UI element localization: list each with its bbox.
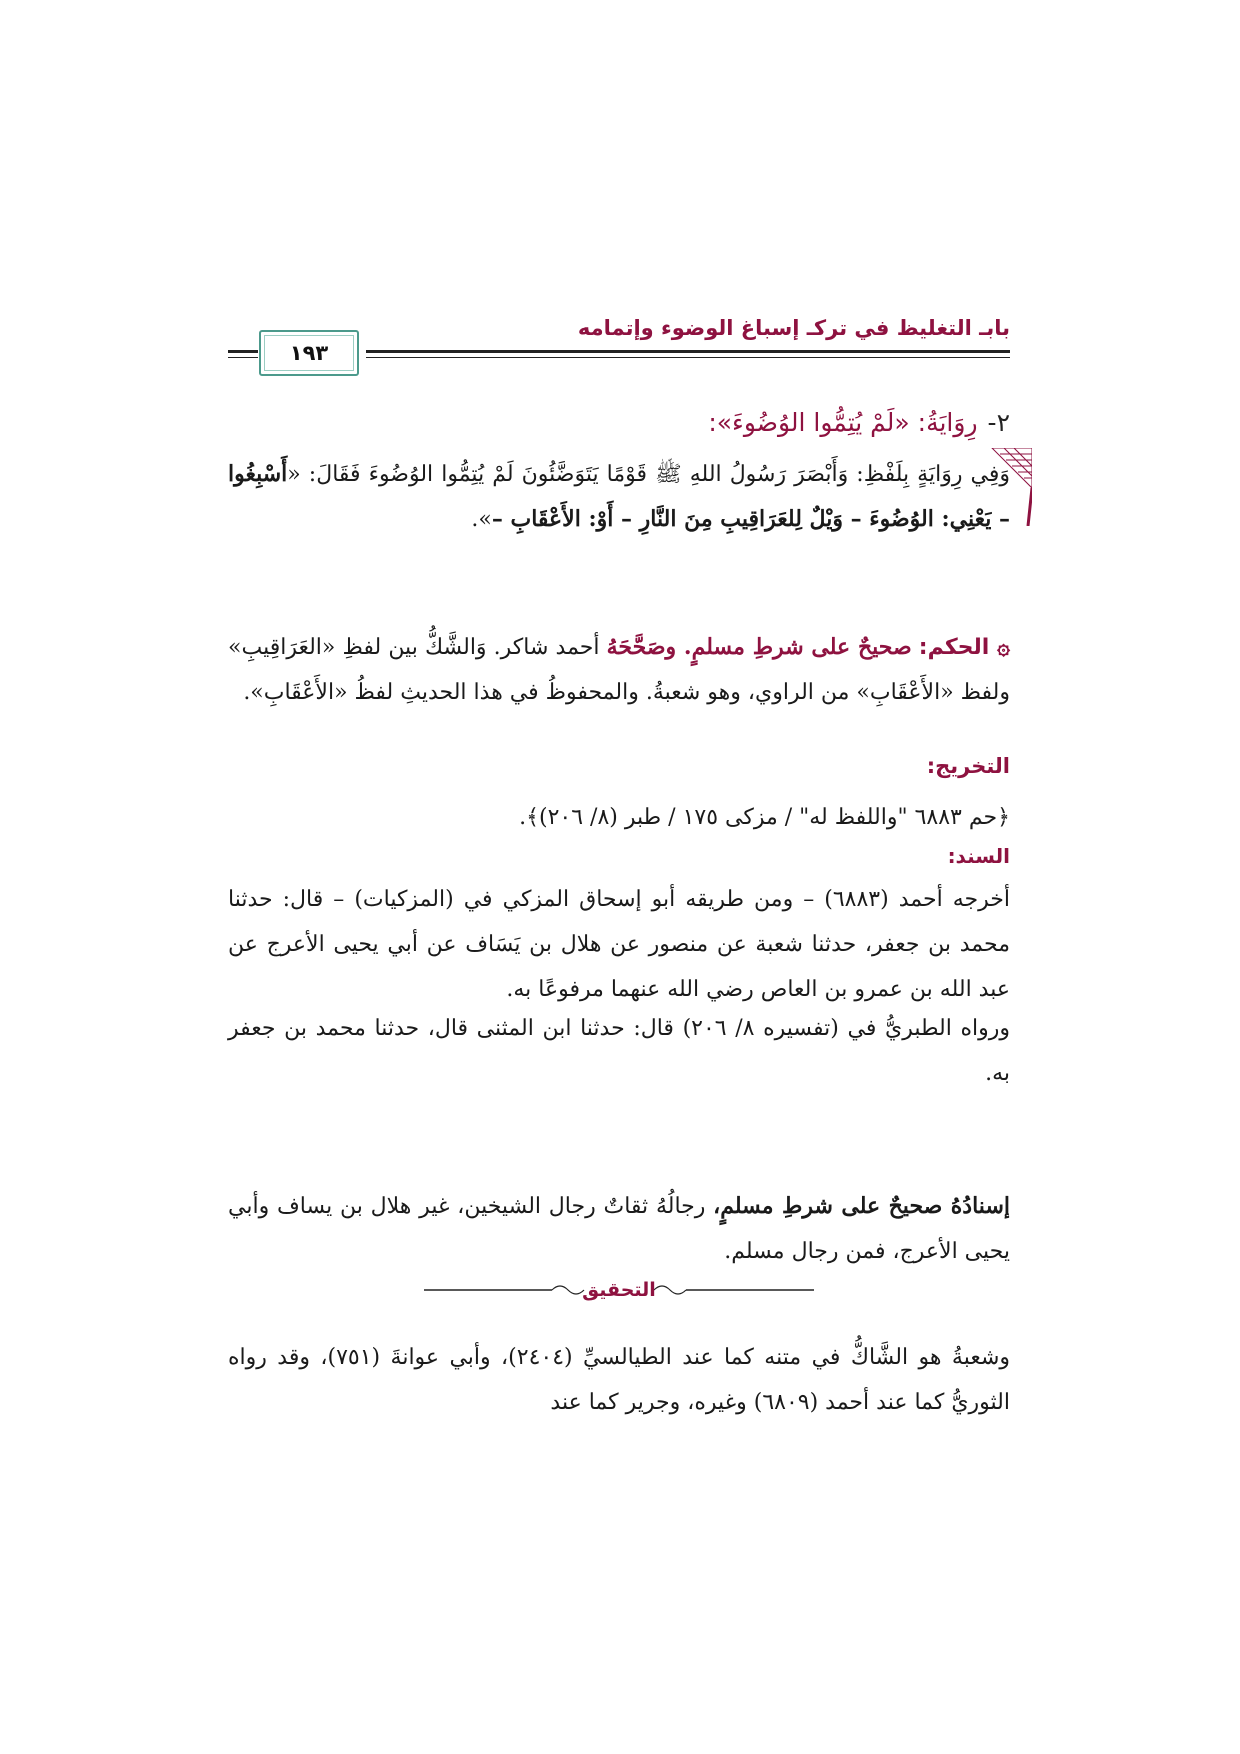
hadith-text xyxy=(228,452,1010,542)
chapter-title: بابـ التغليظ في تركـ إسباغ الوضوء وإتمامه xyxy=(577,316,1010,340)
section-number: ٢- xyxy=(987,408,1010,437)
sanad-paragraph-2: ورواه الطبريُّ في (تفسيره ٨/ ٢٠٦) قال: حدثنا ابن المثنى قال، حدثنا محمد بن جعفر به. xyxy=(228,1016,1010,1086)
tahqiq-text: رجالُهُ ثقاتٌ رجال الشيخين، غير هلال بن يساف وأبي يحيى الأعرج، فمن رجال مسلم. xyxy=(228,1194,1010,1264)
header-rule xyxy=(228,350,258,353)
takhrij-label: التخريج: xyxy=(926,754,1010,778)
sanad-label: السند: xyxy=(947,844,1010,868)
header-rule xyxy=(366,357,1010,358)
ruling-text: أحمد شاكر. وَالشَّكُّ بين لفظِ «العَرَاقِيبِ» ولفظ «الأَعْقَابِ» من الراوي، وهو شعبةُ. والمحفوظُ في هذا الحديثِ لفظُ «الأَعْقَابِ». xyxy=(228,635,1010,705)
header-rule xyxy=(366,350,1010,353)
page-number-frame xyxy=(259,330,359,376)
page xyxy=(228,300,1010,1560)
sanad-paragraph: أخرجه أحمد (٦٨٨٣) – ومن طريقه أبو إسحاق المزكي في (المزكيات) – قال: حدثنا محمد بن جعفر، حدثنا شعبة عن منصور عن هلال بن يَسَاف عن أبي يحيى الأعرج عن عبد الله بن عمرو بن العاص رضي الله عنهما مرفوعًا به. xyxy=(228,887,1010,1002)
takhrij-text: ﴿حم ٦٨٨٣ "واللفظ له" / مزكى ١٧٥ / طبر (٨/ ٢٠٦)﴾. xyxy=(519,805,1010,830)
tahqiq-paragraph xyxy=(228,1184,1010,1274)
hadith-matn: أَسْبِغُوا – يَعْنِي: الوُضُوءَ – وَيْلٌ لِلعَرَاقِيبِ مِنَ النَّارِ – أَوْ: الأَعْقَابِ – xyxy=(228,461,1010,532)
tahqiq-verdict: إسنادُهُ صحيحٌ على شرطِ مسلمٍ، xyxy=(713,1193,1010,1219)
ruling-paragraph xyxy=(228,625,1010,715)
hadith-intro: وَفِي رِوَايَةٍ بِلَفْظِ: وَأَبْصَرَ رَسُولُ اللهِ ﷺ قَوْمًا يَتَوَضَّئُونَ لَمْ يُتِمُّوا الوُضُوءَ فَقَالَ: « xyxy=(287,462,1010,487)
hadith-end: ». xyxy=(471,507,492,532)
section-title: رِوَايَةُ: «لَمْ يُتِمُّوا الوُضُوءَ»: xyxy=(708,408,978,437)
tahqiq-label: التحقيق xyxy=(582,1279,656,1301)
ruling-label: ۞ الحكم: xyxy=(918,635,1010,660)
running-header xyxy=(228,316,1010,388)
header-rule xyxy=(228,357,258,358)
tahqiq-paragraph-2: وشعبةُ هو الشَّاكُّ في متنه كما عند الطيالسيِّ (٢٤٠٤)، وأبي عوانةَ (٧٥١)، وقد رواه الثوريُّ كما عند أحمد (٦٨٠٩) وغيره، وجرير كما عند xyxy=(228,1345,1010,1415)
page-number: ١٩٣ xyxy=(289,341,329,365)
tahqiq-divider xyxy=(424,1273,814,1307)
section-heading xyxy=(708,408,1010,437)
ruling-verdict: صحيحٌ على شرطِ مسلمٍ. وصَحَّحَهُ xyxy=(606,634,912,660)
